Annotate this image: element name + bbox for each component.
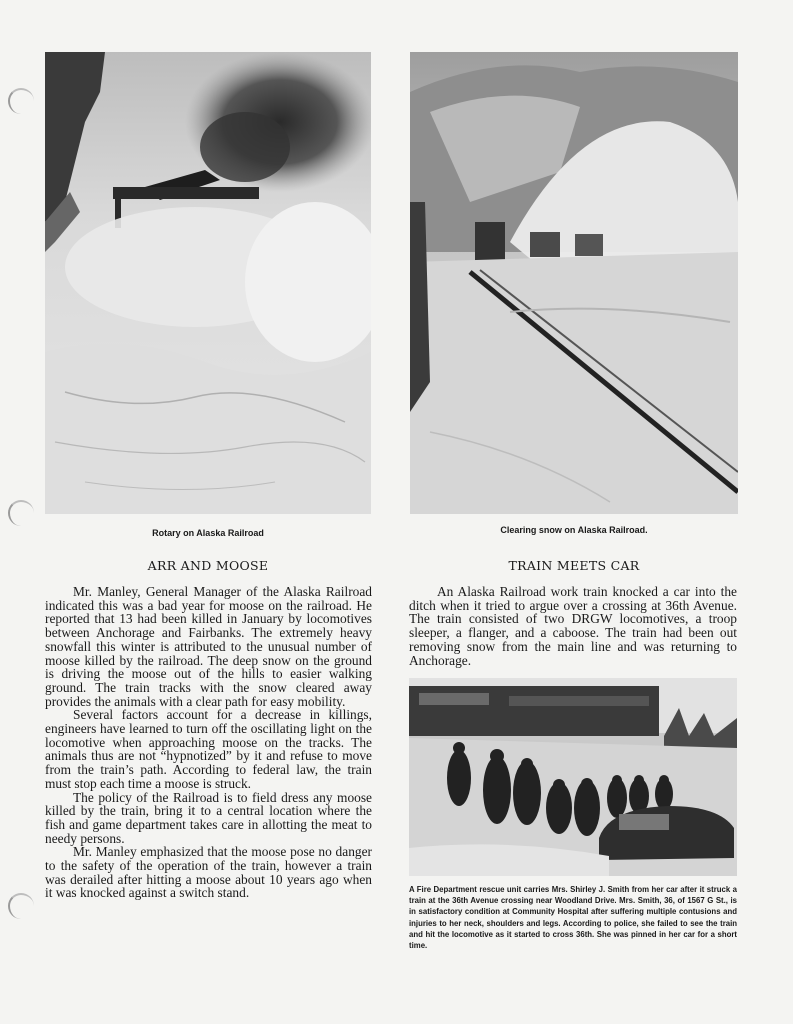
rotary-photo xyxy=(45,52,371,514)
arr-and-moose-heading: ARR AND MOOSE xyxy=(147,558,269,573)
binder-hole-top xyxy=(8,88,34,114)
binder-hole-bottom xyxy=(8,893,34,919)
article-paragraph: An Alaska Railroad work train knocked a car into the ditch when it tried to argue over a crossing at 36th Avenue. The train consisted of two DRGW locomotives, a troop sleeper, a flanger, and a caboose. The train had been out removing snow from the main line and was returning to Anchorage. xyxy=(409,584,737,668)
binder-hole-middle xyxy=(8,500,34,526)
rotary-photo-caption: Rotary on Alaska Railroad xyxy=(152,528,264,538)
article-paragraph: Several factors account for a decrease in killings, engineers have learned to turn off the oscillating light on the locomotive when approaching moose on the tracks. The animals thus are not “hypnotized” by it and refuse to move from the train’s path. According to federal law, the train must stop each time a moose is struck. xyxy=(45,707,372,791)
rescue-photo-caption: A Fire Department rescue unit carries Mrs. Shirley J. Smith from her car after it struck a train at the 36th Avenue crossing near Woodland Drive. Mrs. Smith, 36, of 1567 G St., is in satisfactory condition at Community Hospital after suffering multiple contusions and injuries to her neck, shoulders and legs. According to police, she failed to see the train and hit the locomotive as it started to cross 36th. She was pinned in her car for a short time. xyxy=(409,885,737,951)
train-meets-car-heading: TRAIN MEETS CAR xyxy=(508,558,640,573)
rescue-photo xyxy=(409,678,737,876)
article-paragraph: Mr. Manley emphasized that the moose pose no danger to the safety of the operation of the train, however a train was derailed after hitting a moose about 10 years ago when it was knocked against a switch stand. xyxy=(45,844,372,901)
clearing-snow-photo-caption: Clearing snow on Alaska Railroad. xyxy=(500,525,648,535)
clearing-snow-photo xyxy=(410,52,738,514)
article-paragraph: The policy of the Railroad is to field dress any moose killed by the train, bring it to a central location where the fish and game department takes care in allotting the meat to needy persons. xyxy=(45,789,372,846)
article-paragraph: Mr. Manley, General Manager of the Alaska Railroad indicated this was a bad year for moose on the railroad. He reported that 13 had been killed in January by locomotives between Anchorage and Fairbanks. The extremely heavy snowfall this winter is attributed to the unusual number of moose killed by the railroad. The deep snow on the ground is driving the moose out of the hills to easier walking ground. The train tracks with the snow cleared away provides the animals with a clear path for easy mobility. xyxy=(45,584,372,709)
arr-and-moose-article xyxy=(45,585,372,900)
train-meets-car-article xyxy=(409,585,737,667)
